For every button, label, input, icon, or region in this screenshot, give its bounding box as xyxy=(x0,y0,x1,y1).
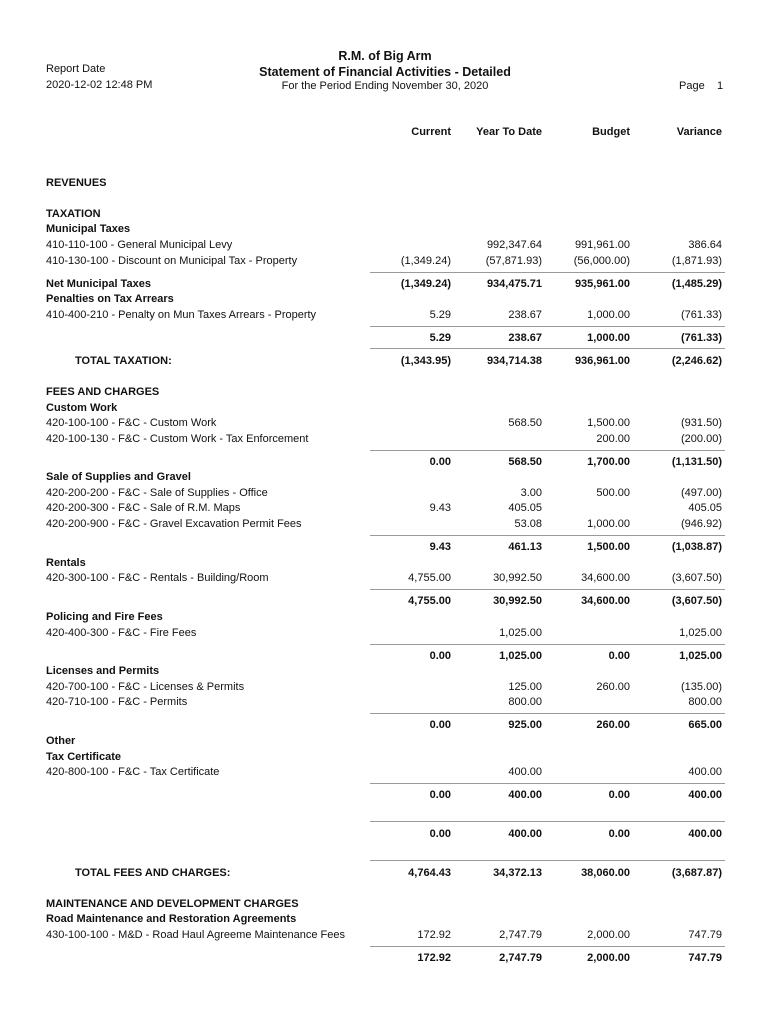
group-custom-work: Custom Work xyxy=(46,402,118,414)
line-label: 420-200-900 - F&C - Gravel Excavation Permit Fees xyxy=(46,518,302,530)
subtotal-current: 5.29 xyxy=(429,332,451,344)
line-ytd: 125.00 xyxy=(508,681,542,693)
line-ytd: 1,025.00 xyxy=(499,627,542,639)
line-label: 420-400-300 - F&C - Fire Fees xyxy=(46,627,197,639)
subtotal-current: 172.92 xyxy=(417,952,451,964)
line-label: 430-100-100 - M&D - Road Haul Agreeme Maintenance Fees xyxy=(46,929,345,941)
line-ytd: 568.50 xyxy=(508,417,542,429)
subtotal-current: 0.00 xyxy=(429,456,451,468)
net-municipal-taxes-label: Net Municipal Taxes xyxy=(46,278,151,290)
line-variance: (200.00) xyxy=(681,433,722,445)
group-rentals: Rentals xyxy=(46,557,86,569)
col-header-variance: Variance xyxy=(676,126,722,138)
subtotal-variance: (3,607.50) xyxy=(671,595,722,607)
subtotal-rule xyxy=(370,644,725,645)
section-maintenance: MAINTENANCE AND DEVELOPMENT CHARGES xyxy=(46,898,299,910)
line-label: 420-800-100 - F&C - Tax Certificate xyxy=(46,766,220,778)
subtotal-current: 9.43 xyxy=(429,541,451,553)
report-title: Statement of Financial Activities - Detailed xyxy=(259,65,511,79)
line-variance: (946.92) xyxy=(681,518,722,530)
subtotal-budget: 1,000.00 xyxy=(587,332,630,344)
subtotal-budget: 0.00 xyxy=(608,828,630,840)
subtotal-variance: 1,025.00 xyxy=(679,650,722,662)
total-ytd: 934,714.38 xyxy=(486,355,542,367)
line-variance: (135.00) xyxy=(681,681,722,693)
line-label: 410-400-210 - Penalty on Mun Taxes Arrears - Property xyxy=(46,309,317,321)
section-taxation: TAXATION xyxy=(46,208,101,220)
report-date: 2020-12-02 12:48 PM xyxy=(46,79,153,91)
total-taxation-label: TOTAL TAXATION: xyxy=(75,355,172,367)
subtotal-rule xyxy=(370,272,725,273)
total-fees-label: TOTAL FEES AND CHARGES: xyxy=(75,867,231,879)
subtotal-variance: 665.00 xyxy=(688,719,722,731)
line-variance: (761.33) xyxy=(681,309,722,321)
subtotal-variance: (1,038.87) xyxy=(671,541,722,553)
line-current: 172.92 xyxy=(417,929,451,941)
line-variance: (1,871.93) xyxy=(671,255,722,267)
subtotal-ytd: 568.50 xyxy=(508,456,542,468)
subtotal-budget: 935,961.00 xyxy=(574,278,630,290)
line-label: 420-100-100 - F&C - Custom Work xyxy=(46,417,217,429)
subtotal-ytd: 934,475.71 xyxy=(486,278,542,290)
line-label: 420-200-200 - F&C - Sale of Supplies - Office xyxy=(46,487,268,499)
line-budget: 200.00 xyxy=(596,433,630,445)
line-budget: 1,500.00 xyxy=(587,417,630,429)
subtotal-budget: 0.00 xyxy=(608,789,630,801)
subtotal-ytd: 1,025.00 xyxy=(499,650,542,662)
org-name: R.M. of Big Arm xyxy=(338,49,432,63)
section-fees: FEES AND CHARGES xyxy=(46,386,160,398)
group-road-maintenance: Road Maintenance and Restoration Agreements xyxy=(46,913,297,925)
group-penalties: Penalties on Tax Arrears xyxy=(46,293,174,305)
line-label: 420-200-300 - F&C - Sale of R.M. Maps xyxy=(46,502,241,514)
line-budget: 1,000.00 xyxy=(587,518,630,530)
line-variance: (3,607.50) xyxy=(671,572,722,584)
line-current: 9.43 xyxy=(429,502,451,514)
line-label: 420-300-100 - F&C - Rentals - Building/Room xyxy=(46,572,269,584)
line-ytd: (57,871.93) xyxy=(485,255,542,267)
line-ytd: 30,992.50 xyxy=(493,572,542,584)
subtotal-variance: 400.00 xyxy=(688,789,722,801)
subtotal-ytd: 238.67 xyxy=(508,332,542,344)
line-label: 410-110-100 - General Municipal Levy xyxy=(46,239,233,251)
line-ytd: 992,347.64 xyxy=(486,239,542,251)
subtotal-current: (1,349.24) xyxy=(400,278,451,290)
total-budget: 936,961.00 xyxy=(574,355,630,367)
line-variance: 386.64 xyxy=(688,239,722,251)
group-other: Other xyxy=(46,735,76,747)
subtotal-ytd: 400.00 xyxy=(508,828,542,840)
col-header-ytd: Year To Date xyxy=(476,126,542,138)
subtotal-variance: (761.33) xyxy=(681,332,722,344)
section-revenues: REVENUES xyxy=(46,177,107,189)
group-policing: Policing and Fire Fees xyxy=(46,611,163,623)
line-label: 420-700-100 - F&C - Licenses & Permits xyxy=(46,681,245,693)
total-rule xyxy=(370,860,725,861)
subtotal-rule xyxy=(370,450,725,451)
group-municipal-taxes: Municipal Taxes xyxy=(46,223,131,235)
line-ytd: 2,747.79 xyxy=(499,929,542,941)
subtotal-rule xyxy=(370,326,725,327)
line-budget: 991,961.00 xyxy=(574,239,630,251)
report-date-label: Report Date xyxy=(46,63,106,75)
line-budget: (56,000.00) xyxy=(573,255,630,267)
total-variance: (3,687.87) xyxy=(671,867,722,879)
subtotal-variance: (1,485.29) xyxy=(671,278,722,290)
line-variance: 747.79 xyxy=(688,929,722,941)
subtotal-ytd: 400.00 xyxy=(508,789,542,801)
total-current: (1,343.95) xyxy=(400,355,451,367)
subtotal-budget: 34,600.00 xyxy=(581,595,630,607)
line-budget: 2,000.00 xyxy=(587,929,630,941)
subtotal-current: 4,755.00 xyxy=(408,595,451,607)
total-variance: (2,246.62) xyxy=(671,355,722,367)
total-rule xyxy=(370,348,725,349)
subtotal-budget: 0.00 xyxy=(608,650,630,662)
col-header-current: Current xyxy=(411,126,451,138)
subtotal-rule xyxy=(370,946,725,947)
group-tax-certificate: Tax Certificate xyxy=(46,751,121,763)
line-current: 5.29 xyxy=(429,309,451,321)
line-current: (1,349.24) xyxy=(400,255,451,267)
subtotal-rule xyxy=(370,535,725,536)
line-variance: (931.50) xyxy=(681,417,722,429)
line-ytd: 238.67 xyxy=(508,309,542,321)
group-supplies: Sale of Supplies and Gravel xyxy=(46,471,191,483)
page-number: 1 xyxy=(717,80,724,92)
total-ytd: 34,372.13 xyxy=(493,867,542,879)
subtotal-rule xyxy=(370,713,725,714)
subtotal-variance: (1,131.50) xyxy=(671,456,722,468)
group-licenses: Licenses and Permits xyxy=(46,665,160,677)
line-variance: 800.00 xyxy=(688,696,722,708)
line-label: 420-100-130 - F&C - Custom Work - Tax Enforcement xyxy=(46,433,309,445)
page-label: Page xyxy=(679,80,705,92)
line-variance: (497.00) xyxy=(681,487,722,499)
subtotal-ytd: 30,992.50 xyxy=(493,595,542,607)
line-ytd: 400.00 xyxy=(508,766,542,778)
subtotal-variance: 747.79 xyxy=(688,952,722,964)
line-budget: 34,600.00 xyxy=(581,572,630,584)
total-current: 4,764.43 xyxy=(408,867,451,879)
subtotal-rule xyxy=(370,821,725,822)
line-variance: 405.05 xyxy=(688,502,722,514)
line-budget: 500.00 xyxy=(596,487,630,499)
subtotal-current: 0.00 xyxy=(429,789,451,801)
subtotal-current: 0.00 xyxy=(429,828,451,840)
line-label: 410-130-100 - Discount on Municipal Tax - Property xyxy=(46,255,298,267)
line-ytd: 405.05 xyxy=(508,502,542,514)
subtotal-budget: 2,000.00 xyxy=(587,952,630,964)
line-current: 4,755.00 xyxy=(408,572,451,584)
subtotal-current: 0.00 xyxy=(429,650,451,662)
report-period: For the Period Ending November 30, 2020 xyxy=(281,80,489,92)
subtotal-ytd: 925.00 xyxy=(508,719,542,731)
subtotal-variance: 400.00 xyxy=(688,828,722,840)
line-budget: 1,000.00 xyxy=(587,309,630,321)
line-ytd: 3.00 xyxy=(520,487,542,499)
subtotal-budget: 1,500.00 xyxy=(587,541,630,553)
subtotal-budget: 1,700.00 xyxy=(587,456,630,468)
line-ytd: 800.00 xyxy=(508,696,542,708)
line-ytd: 53.08 xyxy=(514,518,542,530)
col-header-budget: Budget xyxy=(592,126,630,138)
total-budget: 38,060.00 xyxy=(581,867,630,879)
line-variance: 1,025.00 xyxy=(679,627,722,639)
subtotal-ytd: 461.13 xyxy=(508,541,542,553)
subtotal-rule xyxy=(370,783,725,784)
line-budget: 260.00 xyxy=(596,681,630,693)
subtotal-ytd: 2,747.79 xyxy=(499,952,542,964)
line-variance: 400.00 xyxy=(688,766,722,778)
subtotal-rule xyxy=(370,589,725,590)
subtotal-budget: 260.00 xyxy=(596,719,630,731)
subtotal-current: 0.00 xyxy=(429,719,451,731)
line-label: 420-710-100 - F&C - Permits xyxy=(46,696,188,708)
